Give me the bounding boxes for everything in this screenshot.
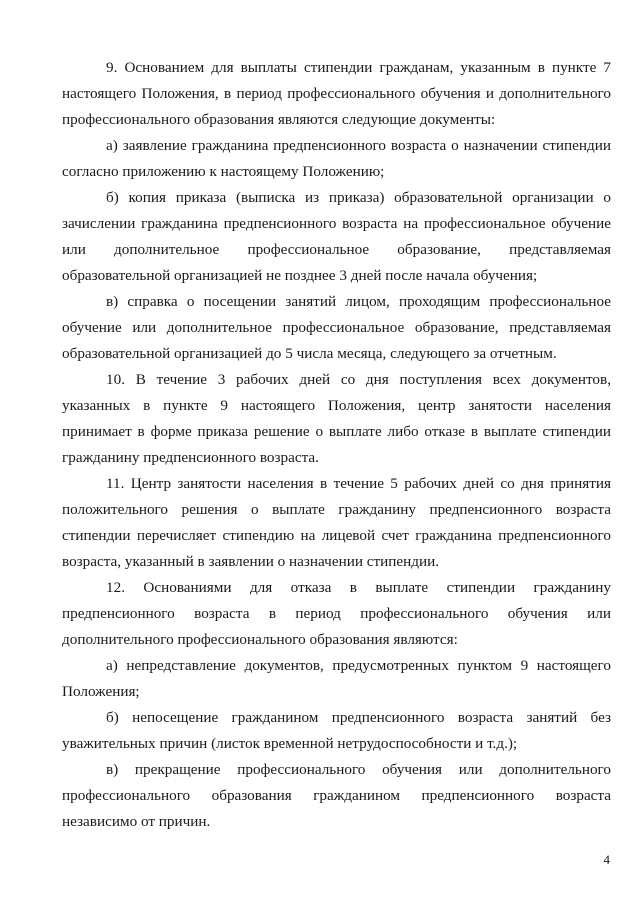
paragraph-12a: а) непредставление документов, предусмотренных пунктом 9 настоящего Положения; xyxy=(62,657,611,700)
paragraph-9a: а) заявление гражданина предпенсионного возраста о назначении стипендии согласно приложению к настоящему Положению; xyxy=(62,137,611,180)
page-number: 4 xyxy=(603,852,610,867)
paragraph-9c: в) справка о посещении занятий лицом, проходящим профессиональное обучение или дополнительное профессиональное образование, представляемая образовательной организацией до 5 числа месяца, следующего за отчетным. xyxy=(62,293,611,362)
paragraph-11: 11. Центр занятости населения в течение 5 рабочих дней со дня принятия положительного решения о выплате гражданину предпенсионного возраста стипендии перечисляет стипендию на лицевой счет гражданина предпенсионного возраста, указанный в заявлении о назначении стипендии. xyxy=(62,475,611,570)
paragraph-9b: б) копия приказа (выписка из приказа) образовательной организации о зачислении гражданина предпенсионного возраста на профессиональное обучение или дополнительное профессиональное образование, представляемая образовательной организацией не позднее 3 дней после начала обучения; xyxy=(62,189,611,284)
document-body xyxy=(62,55,611,835)
paragraph-10: 10. В течение 3 рабочих дней со дня поступления всех документов, указанных в пункте 9 настоящего Положения, центр занятости населения принимает в форме приказа решение о выплате либо отказе в выплате стипендии гражданину предпенсионного возраста. xyxy=(62,371,611,466)
paragraph-12: 12. Основаниями для отказа в выплате стипендии гражданину предпенсионного возраста в период профессионального обучения или дополнительного профессионального образования являются: xyxy=(62,579,611,648)
paragraph-12b: б) непосещение гражданином предпенсионного возраста занятий без уважительных причин (листок временной нетрудоспособности и т.д.); xyxy=(62,709,611,752)
paragraph-9: 9. Основанием для выплаты стипендии гражданам, указанным в пункте 7 настоящего Положения, в период профессионального обучения и дополнительного профессионального образования являются следующие документы: xyxy=(62,59,611,128)
paragraph-12c: в) прекращение профессионального обучения или дополнительного профессионального образования гражданином предпенсионного возраста независимо от причин. xyxy=(62,761,611,830)
